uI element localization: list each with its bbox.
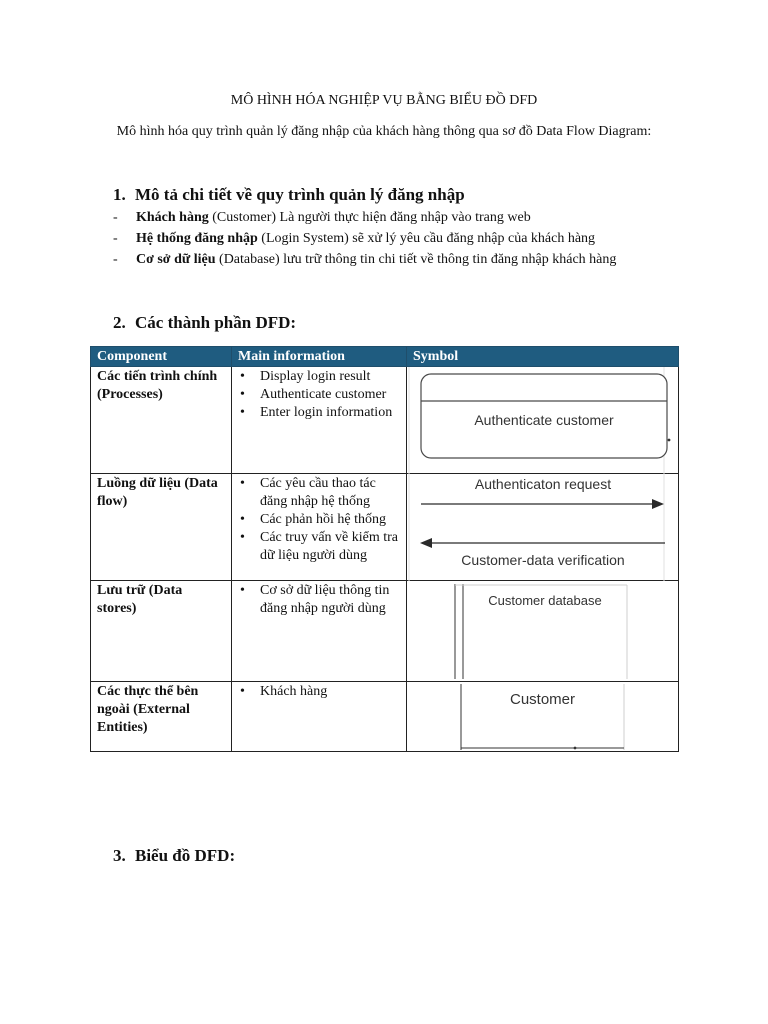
bullet-term: Cơ sở dữ liệu [136,252,216,267]
symbol-cell [407,474,679,581]
header-main-information: Main information [232,347,407,367]
symbol-cell [407,581,679,682]
section-3-title: Biểu đồ DFD: [135,846,236,865]
arrow-left-head [420,538,432,548]
bullet-term: Hệ thống đăng nhập [136,231,258,246]
section-1-bullet [113,252,616,268]
table-row [91,367,679,474]
bullet-dash: - [113,252,118,267]
process-symbol-label: Authenticate customer [474,412,614,428]
document-title: MÔ HÌNH HÓA NGHIỆP VỤ BẰNG BIỂU ĐỒ DFD [230,93,538,108]
section-2-title: Các thành phần DFD: [135,313,297,332]
header-symbol: Symbol [407,347,679,367]
component-name: Các tiến trình chính (Processes) [91,367,232,474]
flow-label-top: Authenticaton request [474,476,612,492]
external-entity-label: Customer [509,691,576,708]
component-info [232,581,407,682]
section-2-number: 2. [113,313,126,332]
bullet-text: (Login System) sẽ xử lý yêu cầu đăng nhập của khách hàng [257,231,596,246]
bullet-dash: - [113,210,118,225]
symbol-cell [407,367,679,474]
info-item: • Enter login information [236,404,400,422]
component-name: Luồng dữ liệu (Data flow) [91,474,232,581]
header-component: Component [91,347,232,367]
component-info [232,367,407,474]
info-item: • Authenticate customer [236,386,400,404]
info-item: • Các truy vấn về kiểm tra dữ liệu người dùng [236,529,400,565]
section-3-number: 3. [113,846,126,865]
section-3-heading [113,846,235,866]
info-item: • Các yêu cầu thao tác đăng nhập hệ thống [236,475,400,511]
data-store-label: Customer database [488,593,602,608]
intro-paragraph: Mô hình hóa quy trình quản lý đăng nhập của khách hàng thông qua sơ đồ Data Flow Diagram: [116,124,652,139]
component-info [232,682,407,752]
section-2-heading [113,313,296,333]
table-row [91,474,679,581]
bullet-term: Khách hàng [136,210,209,225]
bullet-text: (Database) lưu trữ thông tin chi tiết về thông tin đăng nhập khách hàng [215,252,617,267]
table-row [91,682,679,752]
table-row [91,581,679,682]
info-item: • Khách hàng [236,683,400,701]
symbol-cell [407,682,679,752]
table-header-row [91,347,679,367]
info-item: • Cơ sở dữ liệu thông tin đăng nhập người dùng [236,582,400,618]
section-1-title: Mô tả chi tiết về quy trình quản lý đăng nhập [135,185,465,204]
bullet-text: (Customer) Là người thực hiện đăng nhập vào trang web [208,210,531,225]
component-name: Các thực thể bên ngoài (External Entities) [91,682,232,752]
bullet-dash: - [113,231,118,246]
arrow-right-head [652,499,664,509]
component-name: Lưu trữ (Data stores) [91,581,232,682]
section-1-number: 1. [113,185,126,204]
section-1-bullet [113,210,531,226]
info-item: • Các phản hồi hệ thống [236,511,400,529]
flow-label-bottom: Customer-data verification [461,552,625,568]
dfd-components-table [90,346,679,752]
component-info [232,474,407,581]
info-item: • Display login result [236,368,400,386]
section-1-heading [113,185,465,205]
section-1-bullet [113,231,595,247]
